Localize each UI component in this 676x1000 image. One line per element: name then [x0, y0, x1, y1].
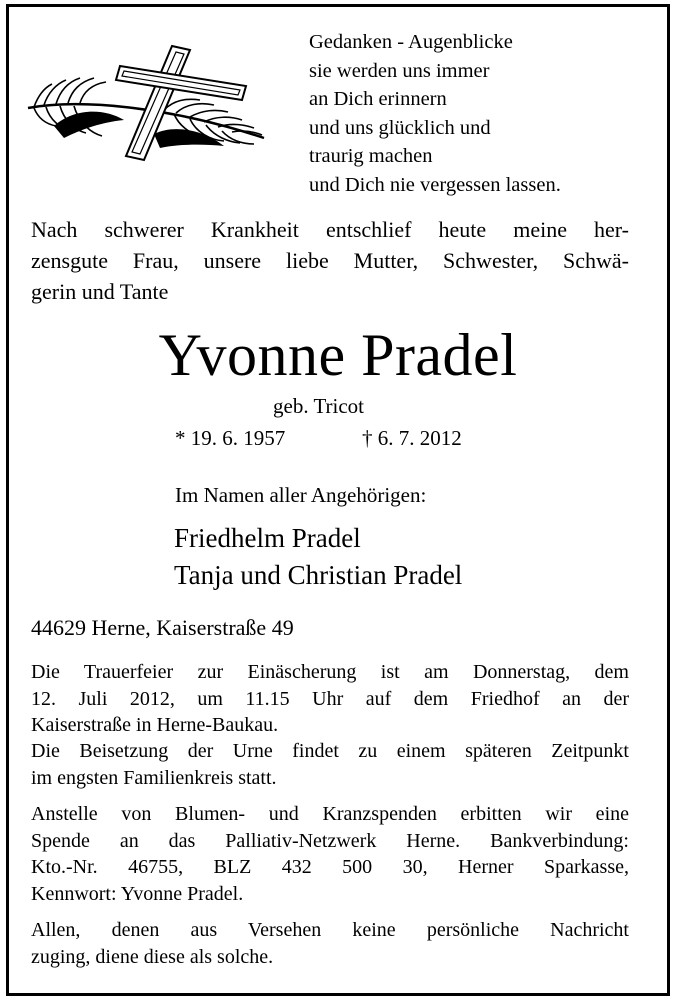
birth-date: * 19. 6. 1957 [175, 426, 286, 450]
intro-line: zensgute Frau, unsere liebe Mutter, Schwester, Schwä- [31, 248, 629, 273]
donation-line: Kennwort: Yvonne Pradel. [31, 882, 244, 905]
mourners-list [174, 520, 462, 594]
burial-paragraph [31, 738, 629, 791]
deceased-name: Yvonne Pradel [158, 322, 518, 388]
closing-line: zuging, diene diese als solche. [31, 945, 274, 968]
poem-line: traurig machen [309, 145, 433, 167]
death-announcement-intro [31, 214, 629, 307]
ceremony-line: 12. Juli 2012, um 11.15 Uhr auf dem Friedhof an der [31, 687, 629, 710]
intro-line: Nach schwerer Krankheit entschlief heute meine her- [31, 217, 629, 242]
intro-line: gerin und Tante [31, 279, 169, 304]
mourner-name: Friedhelm Pradel [174, 523, 361, 553]
family-address: 44629 Herne, Kaiserstraße 49 [31, 615, 294, 640]
poem-line: und Dich nie vergessen lassen. [309, 173, 561, 196]
burial-line: Die Beisetzung der Urne findet zu einem späteren Zeitpunkt [31, 740, 629, 762]
memorial-poem [309, 28, 561, 199]
ceremony-line: Kaiserstraße in Herne-Baukau. [31, 714, 279, 736]
poem-line: und uns glücklich und [309, 116, 491, 139]
ceremony-line: Die Trauerfeier zur Einäscherung ist am Donnerstag, dem [31, 661, 629, 683]
poem-line: an Dich erinnern [309, 88, 447, 110]
maiden-name: geb. Tricot [273, 394, 365, 418]
poem-line: Gedanken - Augenblicke [309, 31, 513, 53]
closing-line: Allen, denen aus Versehen keine persönliche Nachricht [31, 919, 629, 941]
death-date: † 6. 7. 2012 [362, 426, 462, 450]
burial-line: im engsten Familienkreis statt. [31, 766, 277, 789]
donation-paragraph [31, 801, 629, 907]
mourner-name: Tanja und Christian Pradel [174, 560, 463, 590]
donation-line: Kto.-Nr. 46755, BLZ 432 500 30, Herner Sparkasse, [31, 856, 629, 878]
mourners-intro: Im Namen aller Angehörigen: [175, 483, 427, 507]
ceremony-paragraph [31, 659, 629, 739]
donation-line: Anstelle von Blumen- und Kranzspenden erbitten wir eine [31, 803, 629, 825]
closing-paragraph [31, 917, 629, 970]
poem-line: sie werden uns immer [309, 59, 490, 82]
cross-with-palm-frond-icon [24, 38, 274, 168]
donation-line: Spende an das Palliativ-Netzwerk Herne. Bankverbindung: [31, 829, 629, 852]
